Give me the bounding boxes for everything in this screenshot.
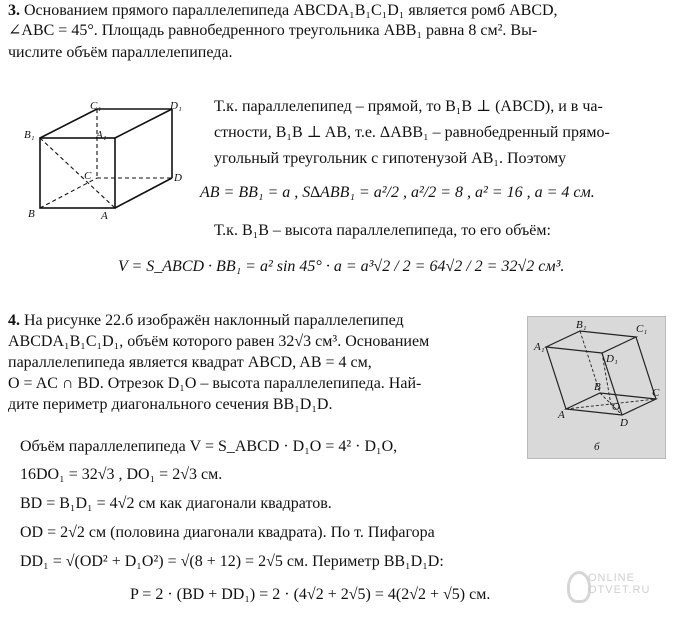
fig3-label-a1: A₁ [96,129,107,141]
fig4-label-d: D [620,417,628,429]
problem4-solution-line2: 16DO₁ = 32√3 , DO₁ = 2√3 см. [20,466,223,483]
problem4-parallelepiped-figure [527,316,666,459]
problem3-solution-line1: Т.к. параллелепипед – прямой, то B₁B ⊥ (ABCD), и в ча- [214,98,603,115]
problem4-number: 4. [8,312,20,329]
fig4-label-d1: D₁ [606,353,618,365]
problem4-solution-line5: DD₁ = √(OD² + D₁O²) = √(8 + 12) = 2√5 см. Периметр BB₁D₁D: [20,553,444,570]
watermark-line1: ONLINE [588,572,635,584]
problem3-number: 3. [8,2,20,19]
problem4-statement-line4: O = AC ∩ BD. Отрезок D₁O – высота параллелепипеда. Най- [8,375,422,392]
fig3-label-c: C [84,170,92,182]
fig3-label-a: A [101,210,108,222]
problem3-solution-line5: Т.к. B₁B – высота параллелепипеда, то его объём: [214,222,551,239]
problem4-solution-line1: Объём параллелепипеда V = S_ABCD · D₁O = 4² · D₁O, [20,438,398,455]
problem4-solution-line6: P = 2 · (BD + DD₁) = 2 · (4√2 + 2√5) = 4(2√2 + √5) см. [130,586,491,603]
fig4-label-o: O [612,401,620,413]
fig4-label-c1: C₁ [636,323,648,335]
problem3-solution-line6: V = S_ABCD · BB₁ = a² sin 45° · a = a³√2 / 2 = 64√2 / 2 = 32√2 см³. [118,258,565,275]
fig4-label-a1: A₁ [534,341,545,353]
fig3-label-d1: D₁ [170,100,182,112]
problem4-statement-line3: параллелепипеда является квадрат ABCD, AB = 4 см, [8,354,372,371]
fig4-label-b: B [594,381,601,393]
fig4-caption: б [594,441,600,453]
problem3-cube-figure [22,96,207,226]
watermark [588,572,650,596]
fig4-label-c: C [652,387,660,399]
problem4-statement-line5: дите периметр диагонального сечения BB₁D₁D. [8,396,333,413]
fig4-label-a: A [558,409,565,421]
problem4-solution-line3: BD = B₁D₁ = 4√2 см как диагонали квадратов. [20,495,332,512]
problem3-statement-line3: числите объём параллелепипеда. [8,44,233,61]
problem3-solution-line3: угольный треугольник с гипотенузой AB₁. Поэтому [214,150,567,167]
fig3-label-b: B [28,208,35,220]
problem3-solution-line4: AB = BB₁ = a , S∆ABB₁ = a²/2 , a²/2 = 8 , a² = 16 , a = 4 см. [200,184,595,201]
problem3-line1-text: Основанием прямого параллелепипеда ABCDA₁B₁C₁D₁ является ромб ABCD, [24,2,558,19]
watermark-line2: OTVET.RU [588,584,651,596]
problem3-statement-line2: ∠ABC = 45°. Площадь равнобедренного треугольника ABB₁ равна 8 см². Вы- [8,22,538,39]
fig3-label-b1: B₁ [24,129,35,141]
problem4-solution-line4: OD = 2√2 см (половина диагонали квадрата). По т. Пифагора [20,524,435,541]
problem4-statement-line1 [8,312,404,330]
fig3-label-c1: C₁ [90,100,102,112]
problem3-solution-line2: стности, B₁B ⊥ AB, т.е. ΔABB₁ – равнобедренный прямо- [214,124,610,141]
problem4-line1-text: На рисунке 22.б изображён наклонный параллелепипед [24,312,404,329]
fig3-label-d: D [174,172,182,184]
problem3-statement-line1 [8,2,558,20]
fig4-label-b1: B₁ [576,319,587,331]
problem4-statement-line2: ABCDA₁B₁C₁D₁, объём которого равен 32√3 см³. Основанием [8,333,430,350]
